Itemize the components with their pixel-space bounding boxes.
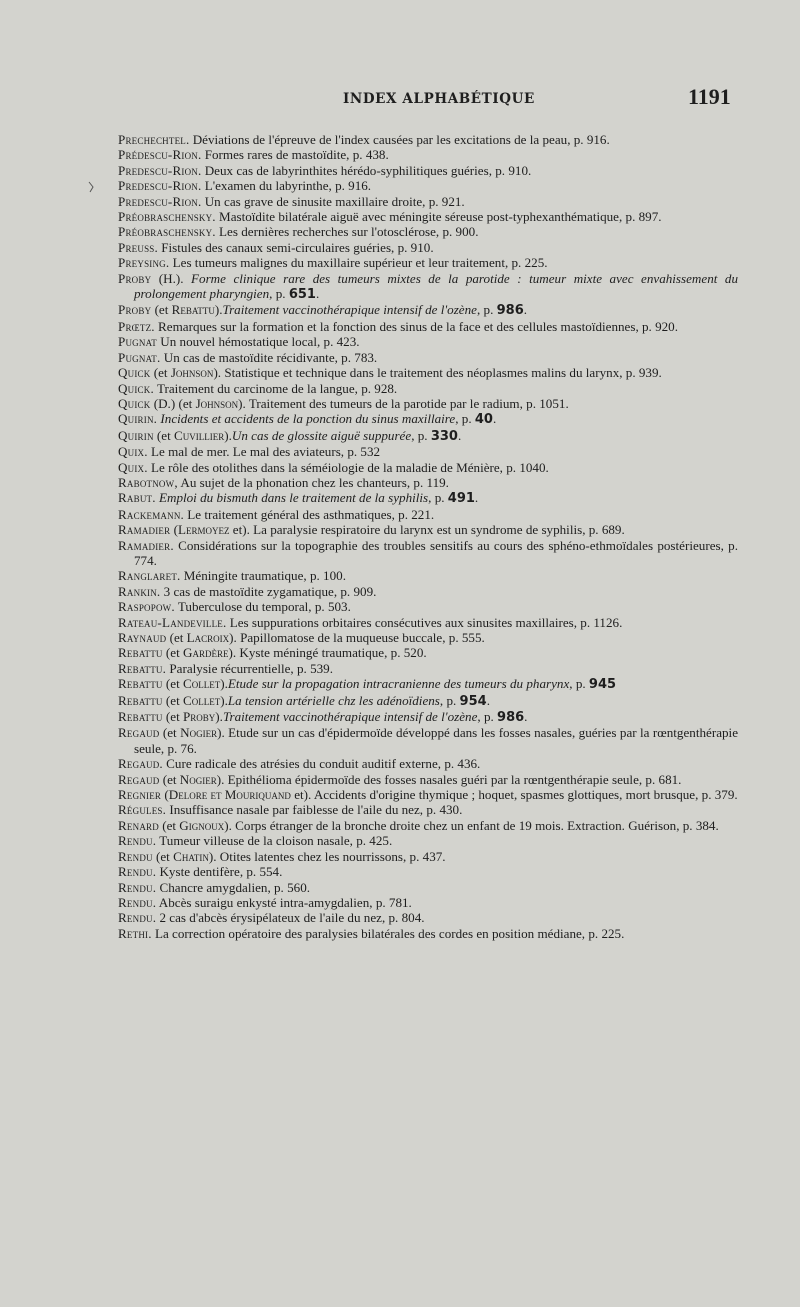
entry-coauthor-close: ). [217, 725, 225, 741]
index-entry [118, 772, 738, 787]
entry-author: Regaud. [118, 756, 163, 772]
entry-prefix: (et [166, 630, 187, 645]
entry-text: Tumeur villeuse de la cloison nasale, p. 425. [156, 833, 393, 849]
entry-text: Otites latentes chez les nourrissons, p. 437. [216, 848, 446, 864]
entry-coauthor-close: ). [213, 365, 222, 381]
index-entry [118, 475, 738, 490]
entry-coauthor-close: ). [224, 817, 232, 833]
entry-text: La paralysie respiratoire du larynx est un syndrome de syphilis, p. 689. [249, 522, 625, 538]
index-entry [118, 194, 738, 209]
index-entry [118, 460, 738, 475]
entry-author: Regnier [118, 787, 162, 803]
entry-coauthor-close: ). [228, 645, 237, 661]
entry-text: Au sujet de la phonation chez les chanteurs, p. 119. [177, 474, 449, 490]
entry-page-ref: 40 [474, 412, 493, 428]
index-entry [118, 240, 738, 255]
entry-author: Régules. [118, 802, 167, 818]
entry-author: Prédescu-Rion. [118, 147, 202, 163]
entry-prefix: ( [170, 522, 178, 538]
index-entry [118, 411, 738, 427]
entry-text: 2 cas d'abcès érysipélateux de l'aile du nez, p. 804. [156, 910, 425, 926]
entry-author: Rabotnow, [118, 474, 178, 490]
entry-author: Preuss. [118, 239, 158, 255]
entry-title: La tension artérielle chz les adénoïdiens [227, 692, 440, 708]
index-entry [118, 522, 738, 537]
entry-coauthor: Collet [183, 676, 221, 692]
entry-title: Emploi du bismuth dans le traitement de la syphilis [159, 490, 429, 506]
entry-coauthor-close: ). [224, 427, 232, 443]
entry-title: Traitement vaccinothérapique intensif de l'ozène [222, 709, 478, 725]
margin-mark-icon [88, 181, 94, 193]
entry-prefix: (et [162, 645, 183, 661]
entry-text: Le rôle des otolithes dans la séméiologie de la maladie de Ménière, p. 1040. [147, 459, 549, 475]
entry-prefix: ( [161, 787, 169, 803]
index-entry [118, 178, 738, 193]
index-entry [118, 428, 738, 444]
entry-text: Déviations de l'épreuve de l'index causées par les excitations de la peau, p. 916. [189, 132, 610, 147]
entry-end: . [492, 411, 497, 427]
entry-text: Abcès suraigu enkysté intra-amygdalien, p. 781. [156, 894, 412, 910]
entry-title: Traitement vaccinothérapique intensif de l'ozène [222, 302, 477, 318]
entry-coauthor: Johnson [170, 365, 214, 381]
entry-text: , p. [439, 692, 460, 708]
entry-author: Préobraschensky. [118, 224, 216, 240]
entry-author: Rendu. [118, 894, 157, 910]
entry-coauthor-close: et). [229, 522, 250, 538]
entry-page-ref: 986 [496, 303, 524, 319]
index-entry [118, 568, 738, 583]
entry-prefix: (et [162, 709, 183, 725]
entry-text: Etude sur un cas d'épidermoïde développé dans les fosses nasales, guéries par la rœntgenthérapie seule, p. 76. [134, 725, 739, 756]
entry-author: Quix. [118, 444, 148, 460]
entry-page-ref: 954 [459, 693, 487, 709]
entry-end: . [457, 427, 462, 443]
index-entry [118, 255, 738, 270]
index-entries [118, 132, 738, 941]
index-entry [118, 676, 738, 692]
entry-author: Prœtz. [118, 318, 155, 334]
entry-author: Quirin. [118, 411, 158, 427]
entry-page-ref: 651 [288, 287, 316, 303]
entry-end: . [474, 490, 479, 506]
entry-author: Quix. [118, 459, 148, 475]
entry-text: , p. [569, 676, 589, 692]
entry-coauthor: Cuvillier [174, 427, 225, 443]
entry-coauthor: Gignoux [179, 817, 225, 833]
entry-author: Pugnat [118, 334, 157, 350]
entry-text: Papillomatose de la muqueuse buccale, p. 555. [236, 630, 485, 645]
entry-coauthor-close: ). [229, 630, 237, 645]
entry-coauthor: Proby [183, 709, 216, 725]
index-entry [118, 725, 738, 756]
index-entry [118, 926, 738, 941]
entry-coauthor-close: ). [208, 848, 217, 864]
entry-prefix: (et [162, 676, 183, 692]
entry-prefix: (et [158, 817, 180, 833]
entry-text: Considérations sur la topographie des troubles sensitifs au cours des sphéno-ethmoïdales postérieures, p. 774. [134, 537, 738, 568]
entry-text: Mastoïdite bilatérale aiguë avec méningite séreuse post-typhexanthématique, p. 897. [215, 209, 662, 225]
index-entry [118, 224, 738, 239]
entry-text: L'examen du labyrinthe, p. 916. [201, 178, 372, 194]
index-entry [118, 615, 738, 630]
entry-coauthor: Rebattu [171, 302, 215, 318]
index-entry [118, 334, 738, 349]
entry-text: Corps étranger de la bronche droite chez un enfant de 19 mois. Extraction. Guérison, p. 384. [231, 817, 719, 833]
entry-text: Un cas grave de sinusite maxillaire droite, p. 921. [201, 193, 465, 209]
entry-coauthor: Nogier [179, 771, 217, 787]
entry-coauthor: Lacroix [186, 630, 230, 645]
entry-text: , p. [269, 286, 289, 302]
entry-coauthor: Lermoyez [177, 522, 230, 538]
entry-text: , p. [411, 427, 431, 443]
index-entry [118, 147, 738, 162]
index-entry [118, 910, 738, 925]
entry-page-ref: 945 [588, 677, 617, 693]
entry-author: Rendu. [118, 910, 157, 926]
entry-text: , p. [477, 709, 498, 725]
entry-author: Quick [118, 365, 151, 381]
entry-coauthor-close: ). [220, 676, 228, 692]
entry-author: Predescu-Rion. [118, 178, 202, 194]
entry-coauthor-close: ). [238, 395, 246, 411]
entry-text: Paralysie récurrentielle, p. 539. [166, 660, 333, 676]
entry-text: Kyste dentifère, p. 554. [156, 864, 283, 880]
index-entry [118, 396, 738, 411]
entry-text: Traitement des tumeurs de la parotide par le radium, p. 1051. [245, 395, 569, 411]
entry-page-ref: 491 [447, 491, 475, 507]
entry-end: . [315, 286, 320, 302]
index-entry [118, 849, 738, 864]
entry-coauthor: Delore et Mouriquand [168, 787, 291, 803]
index-entry [118, 709, 738, 725]
index-entry [118, 787, 738, 802]
entry-coauthor-close: ). [215, 709, 223, 725]
index-entry [118, 661, 738, 676]
index-entry [118, 490, 738, 506]
index-entry [118, 302, 738, 318]
entry-page-ref: 986 [497, 710, 525, 726]
entry-text: Epithélioma épidermoïde des fosses nasales guéri par la rœntgenthérapie seule, p. 681. [224, 771, 682, 787]
entry-author: Ramadier. [118, 537, 174, 553]
entry-text: Traitement du carcinome de la langue, p. 928. [153, 380, 398, 396]
entry-text: Les dernières recherches sur l'otosclérose, p. 900. [215, 224, 479, 240]
entry-coauthor: Gardère [183, 645, 229, 661]
entry-text: Un cas de mastoïdite récidivante, p. 783. [160, 349, 378, 365]
index-entry [118, 209, 738, 224]
entry-author: Pugnat. [118, 349, 161, 365]
entry-prefix: (et [159, 725, 181, 741]
entry-end: . [486, 692, 490, 708]
entry-author: Rendu. [118, 833, 157, 849]
entry-author: Raspopow. [118, 599, 175, 615]
entry-prefix: (D.) (et [150, 395, 196, 411]
index-entry [118, 802, 738, 817]
entry-coauthor: Chatin [173, 848, 209, 864]
index-entry [118, 630, 738, 645]
entry-text: Insuffisance nasale par faiblesse de l'aile du nez, p. 430. [166, 802, 463, 818]
entry-author: Quirin [118, 427, 154, 443]
entry-author: Quick. [118, 380, 154, 396]
entry-title: Etude sur la propagation intracranienne des tumeurs du pharynx [227, 676, 570, 692]
entry-author: Predescu-Rion. [118, 162, 202, 178]
index-entry [118, 864, 738, 879]
entry-prefix: (et [150, 365, 171, 381]
index-entry [118, 132, 738, 147]
entry-author: Rateau-Landeville. [118, 614, 227, 630]
index-entry [118, 365, 738, 380]
entry-text: Kyste méningé traumatique, p. 520. [236, 645, 427, 661]
entry-text: 3 cas de mastoïdite zygamatique, p. 909. [160, 583, 377, 599]
index-entry [118, 444, 738, 459]
entry-author: Raynaud [118, 630, 167, 645]
entry-text: Deux cas de labyrinthites hérédo-syphilitiques guéries, p. 910. [201, 162, 532, 178]
entry-author: Rebattu [118, 676, 163, 692]
entry-author: Rebattu [118, 645, 163, 661]
entry-end: . [524, 709, 528, 725]
entry-author: Rendu. [118, 864, 157, 880]
entry-author: Préobraschensky. [118, 209, 216, 225]
entry-author: Rankin. [118, 583, 161, 599]
page-header [0, 82, 800, 122]
index-entry [118, 645, 738, 660]
index-entry [118, 507, 738, 522]
entry-author: Rabut. [118, 490, 156, 506]
entry-coauthor: Nogier [180, 725, 218, 741]
entry-prefix: (et [162, 692, 183, 708]
entry-author: Rebattu [118, 709, 163, 725]
entry-page-ref: 330 [430, 428, 458, 444]
entry-author: Predescu-Rion. [118, 193, 202, 209]
entry-text: Tuberculose du temporal, p. 503. [174, 599, 351, 615]
entry-author: Preysing. [118, 255, 170, 271]
entry-text: , p. [455, 411, 475, 427]
entry-text: Fistules des canaux semi-circulaires guéries, p. 910. [157, 239, 434, 255]
entry-text: Remarques sur la formation et la fonction des sinus de la face et des cellules mastoïdiennes, p. 920. [154, 318, 679, 334]
entry-text: Chancre amygdalien, p. 560. [156, 879, 311, 895]
index-entry [118, 538, 738, 569]
entry-prefix: (et [153, 427, 175, 443]
entry-author: Proby [118, 302, 152, 318]
entry-author: Ranglaret. [118, 568, 181, 584]
entry-author: Regaud [118, 725, 160, 741]
entry-author: Rebattu [118, 692, 163, 708]
entry-author: Ramadier [118, 522, 171, 538]
entry-text: Statistique et technique dans le traitement des néoplasmes malins du larynx, p. 939. [221, 365, 662, 381]
running-title: INDEX ALPHABÉTIQUE [343, 91, 535, 107]
index-entry [118, 818, 738, 833]
entry-coauthor-close: et). [290, 787, 312, 803]
entry-coauthor: Johnson [195, 395, 239, 411]
index-entry [118, 584, 738, 599]
index-entry [118, 271, 738, 303]
entry-text: Accidents d'origine thymique ; hoquet, spasmes glottiques, mort brusque, p. 379. [311, 787, 738, 803]
entry-text: , p. [476, 302, 497, 318]
index-entry [118, 756, 738, 771]
entry-text: Le mal de mer. Le mal des aviateurs, p. 532 [147, 444, 381, 460]
entry-text: Un nouvel hémostatique local, p. 423. [156, 334, 360, 350]
entry-author: Rendu. [118, 879, 157, 895]
index-entry [118, 599, 738, 614]
entry-author: Renard [118, 817, 159, 833]
index-entry [118, 350, 738, 365]
entry-author: Quick [118, 395, 151, 411]
entry-prefix: (et [152, 848, 174, 864]
entry-text: Méningite traumatique, p. 100. [180, 568, 346, 584]
entry-text: La correction opératoire des paralysies bilatérales des cordes en position médiane, p. 225. [151, 925, 625, 941]
index-entry [118, 163, 738, 178]
entry-prefix: (et [151, 302, 172, 318]
entry-author: Rebattu. [118, 660, 167, 676]
entry-coauthor-close: ). [214, 302, 223, 318]
entry-prefix: (H.). [151, 270, 192, 286]
entry-title: Incidents et accidents de la ponction du sinus maxillaire [160, 411, 456, 427]
entry-coauthor: Collet [183, 692, 221, 708]
index-entry [118, 693, 738, 709]
index-entry [118, 880, 738, 895]
entry-end: . [523, 302, 528, 318]
entry-text: Cure radicale des atrésies du conduit auditif externe, p. 436. [162, 756, 481, 772]
entry-author: Rendu [118, 848, 153, 864]
index-entry [118, 833, 738, 848]
entry-coauthor-close: ). [220, 692, 228, 708]
entry-title: Un cas de glossite aiguë suppurée [231, 427, 412, 443]
index-entry [118, 895, 738, 910]
entry-author: Regaud [118, 771, 160, 787]
page-number: 1191 [688, 84, 731, 109]
entry-text: Les suppurations orbitaires consécutives aux sinusites maxillaires, p. 1126. [226, 614, 623, 630]
entry-coauthor-close: ). [216, 771, 225, 787]
entry-author: Rethi. [118, 925, 152, 941]
entry-author: Proby [118, 270, 152, 286]
entry-prefix: (et [159, 771, 180, 787]
entry-text: , p. [428, 490, 448, 506]
entry-text: Le traitement général des asthmatiques, p. 221. [184, 506, 435, 522]
entry-author: Rackemann. [118, 506, 185, 522]
index-entry [118, 319, 738, 334]
entry-text: Formes rares de mastoïdite, p. 438. [201, 147, 389, 163]
index-entry [118, 381, 738, 396]
entry-author: Prechechtel. [118, 132, 190, 147]
entry-title: Forme clinique rare des tumeurs mixtes de la parotide : tumeur mixte avec envahissement du prolongement pharyngien [134, 270, 738, 302]
entry-text: Les tumeurs malignes du maxillaire supérieur et leur traitement, p. 225. [169, 255, 548, 271]
